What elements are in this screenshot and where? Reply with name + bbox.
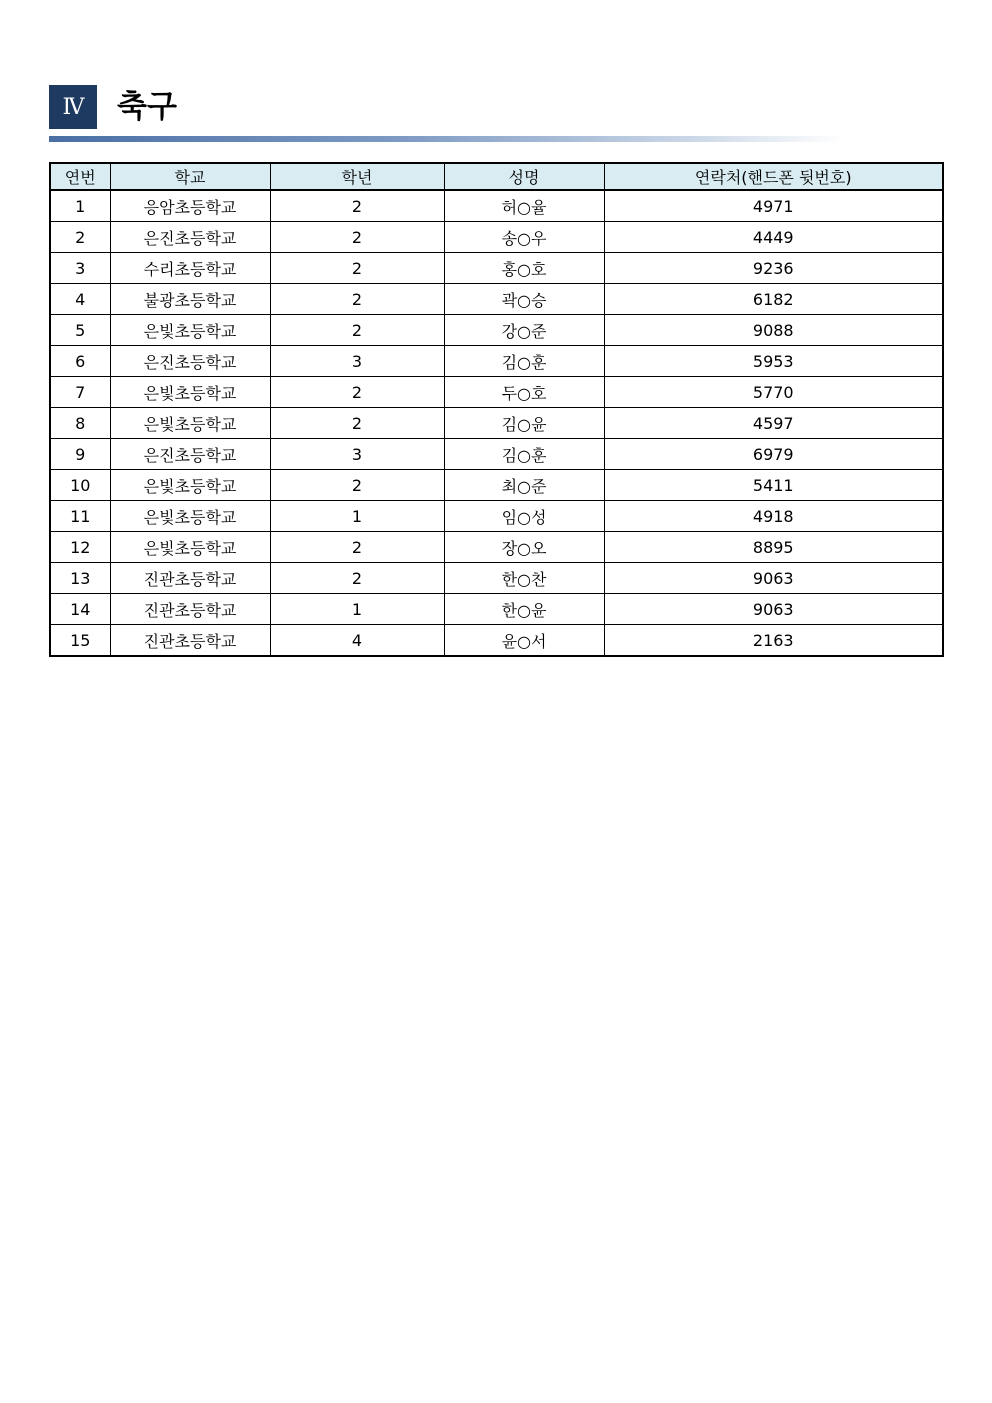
cell-school: 수리초등학교 — [110, 253, 270, 284]
cell-number: 7 — [50, 377, 110, 408]
cell-grade: 2 — [270, 470, 444, 501]
cell-name: 김○훈 — [444, 439, 604, 470]
header-number: 연번 — [50, 163, 110, 190]
cell-school: 은빛초등학교 — [110, 377, 270, 408]
cell-contact: 9063 — [604, 594, 943, 625]
cell-school: 불광초등학교 — [110, 284, 270, 315]
cell-contact: 5411 — [604, 470, 943, 501]
cell-name: 최○준 — [444, 470, 604, 501]
cell-grade: 2 — [270, 315, 444, 346]
cell-number: 1 — [50, 190, 110, 222]
cell-contact: 5770 — [604, 377, 943, 408]
cell-name: 임○성 — [444, 501, 604, 532]
table-row — [50, 408, 943, 439]
table-row — [50, 315, 943, 346]
cell-school: 진관초등학교 — [110, 594, 270, 625]
cell-school: 진관초등학교 — [110, 563, 270, 594]
cell-school: 은빛초등학교 — [110, 532, 270, 563]
cell-contact: 9236 — [604, 253, 943, 284]
cell-grade: 2 — [270, 222, 444, 253]
cell-name: 두○호 — [444, 377, 604, 408]
cell-number: 6 — [50, 346, 110, 377]
cell-grade: 1 — [270, 501, 444, 532]
cell-contact: 5953 — [604, 346, 943, 377]
cell-contact: 8895 — [604, 532, 943, 563]
cell-school: 응암초등학교 — [110, 190, 270, 222]
cell-number: 9 — [50, 439, 110, 470]
cell-name: 허○율 — [444, 190, 604, 222]
cell-school: 은빛초등학교 — [110, 315, 270, 346]
table-row — [50, 532, 943, 563]
cell-grade: 2 — [270, 190, 444, 222]
cell-school: 진관초등학교 — [110, 625, 270, 657]
cell-number: 11 — [50, 501, 110, 532]
cell-contact: 6182 — [604, 284, 943, 315]
cell-contact: 4597 — [604, 408, 943, 439]
table-row — [50, 625, 943, 657]
cell-number: 8 — [50, 408, 110, 439]
header-contact: 연락처(핸드폰 뒷번호) — [604, 163, 943, 190]
cell-name: 장○오 — [444, 532, 604, 563]
cell-name: 한○찬 — [444, 563, 604, 594]
cell-contact: 9088 — [604, 315, 943, 346]
cell-grade: 1 — [270, 594, 444, 625]
table-row — [50, 377, 943, 408]
table-row — [50, 253, 943, 284]
table-row — [50, 439, 943, 470]
table-row — [50, 222, 943, 253]
table-row — [50, 501, 943, 532]
cell-contact: 2163 — [604, 625, 943, 657]
cell-contact: 6979 — [604, 439, 943, 470]
cell-school: 은빛초등학교 — [110, 408, 270, 439]
cell-name: 김○윤 — [444, 408, 604, 439]
cell-school: 은진초등학교 — [110, 346, 270, 377]
cell-number: 2 — [50, 222, 110, 253]
cell-number: 4 — [50, 284, 110, 315]
cell-number: 5 — [50, 315, 110, 346]
cell-number: 12 — [50, 532, 110, 563]
cell-contact: 4449 — [604, 222, 943, 253]
header-divider — [49, 136, 844, 142]
cell-name: 윤○서 — [444, 625, 604, 657]
table-row — [50, 190, 943, 222]
cell-school: 은빛초등학교 — [110, 501, 270, 532]
table-body — [50, 190, 943, 656]
cell-grade: 2 — [270, 284, 444, 315]
header-school: 학교 — [110, 163, 270, 190]
section-number-badge: Ⅳ — [49, 85, 97, 129]
cell-school: 은빛초등학교 — [110, 470, 270, 501]
cell-name: 한○윤 — [444, 594, 604, 625]
cell-number: 13 — [50, 563, 110, 594]
cell-grade: 3 — [270, 346, 444, 377]
cell-contact: 9063 — [604, 563, 943, 594]
cell-contact: 4971 — [604, 190, 943, 222]
cell-grade: 2 — [270, 408, 444, 439]
cell-grade: 2 — [270, 377, 444, 408]
cell-number: 10 — [50, 470, 110, 501]
table-row — [50, 563, 943, 594]
cell-name: 홍○호 — [444, 253, 604, 284]
cell-school: 은진초등학교 — [110, 439, 270, 470]
table-header-row — [50, 163, 943, 190]
header-name: 성명 — [444, 163, 604, 190]
header-grade: 학년 — [270, 163, 444, 190]
table-row — [50, 594, 943, 625]
table-row — [50, 346, 943, 377]
cell-name: 곽○승 — [444, 284, 604, 315]
cell-name: 송○우 — [444, 222, 604, 253]
cell-grade: 2 — [270, 253, 444, 284]
section-header — [49, 84, 177, 130]
section-title: 축구 — [117, 89, 177, 125]
cell-number: 14 — [50, 594, 110, 625]
cell-name: 김○훈 — [444, 346, 604, 377]
cell-number: 3 — [50, 253, 110, 284]
cell-school: 은진초등학교 — [110, 222, 270, 253]
cell-grade: 2 — [270, 563, 444, 594]
cell-name: 강○준 — [444, 315, 604, 346]
cell-grade: 3 — [270, 439, 444, 470]
cell-contact: 4918 — [604, 501, 943, 532]
table-row — [50, 470, 943, 501]
cell-number: 15 — [50, 625, 110, 657]
cell-grade: 2 — [270, 532, 444, 563]
roster-table — [49, 162, 944, 657]
cell-grade: 4 — [270, 625, 444, 657]
table-row — [50, 284, 943, 315]
